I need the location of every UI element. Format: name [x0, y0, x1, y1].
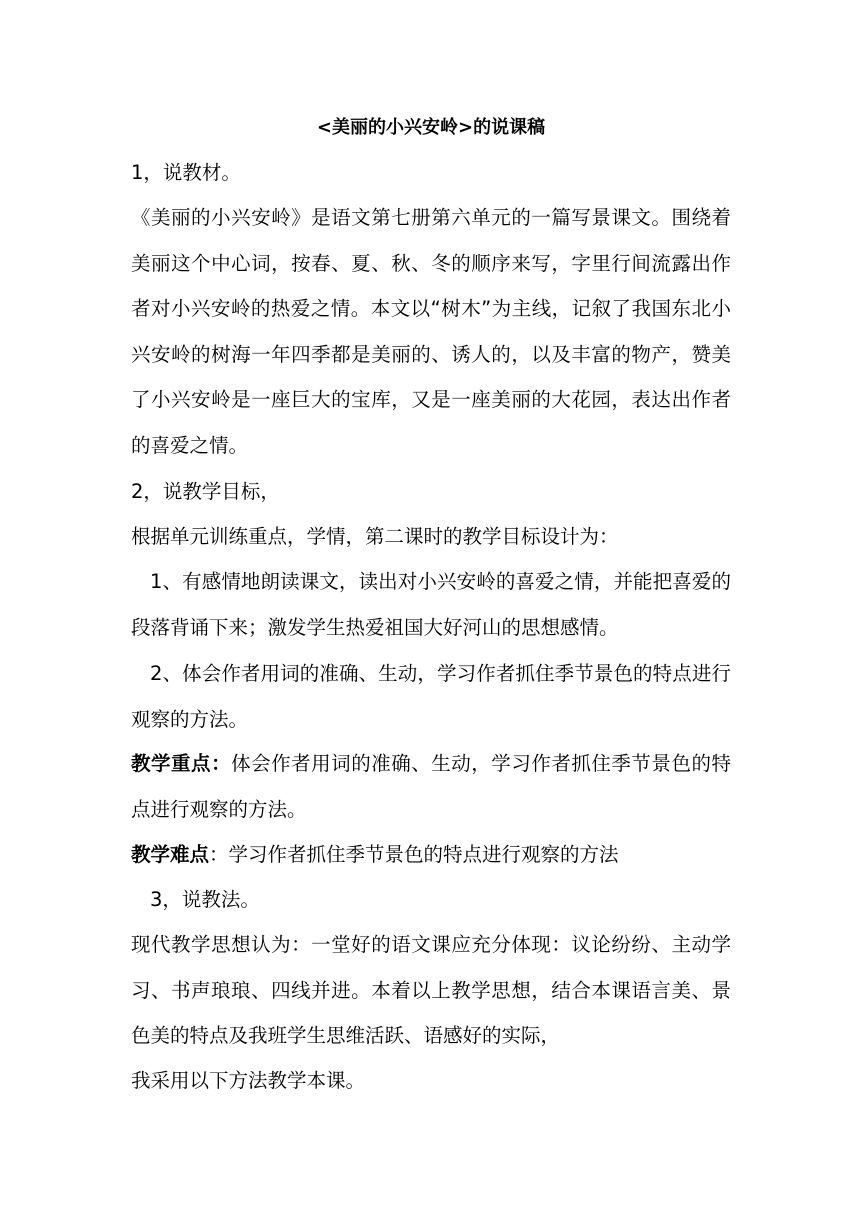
goal-1: 1、有感情地朗读课文，读出对小兴安岭的喜爱之情，并能把喜爱的段落背诵下来；激发学生热爱祖国大好河山的思想感情。 — [131, 570, 731, 639]
difficult-point-label: 教学难点 — [131, 843, 210, 866]
section3-tail: 我采用以下方法教学本课。 — [131, 1069, 366, 1092]
section1-heading: 1，说教材。 — [131, 161, 241, 184]
document-title: <美丽的小兴安岭>的说课稿 — [316, 117, 546, 138]
difficult-point — [131, 832, 731, 878]
section2-heading: 2，说教学目标， — [131, 480, 280, 503]
section1-body: 《美丽的小兴安岭》是语文第七册第六单元的一篇写景课文。围绕着美丽这个中心词，按春、夏、秋、冬的顺序来写，字里行间流露出作者对小兴安岭的热爱之情。本文以“树木”为主线，记叙了我国东北小兴安岭的树海一年四季都是美丽的、诱人的，以及丰富的物产，赞美了小兴安岭是一座巨大的宝库，又是一座美丽的大花园，表达出作者的喜爱之情。 — [131, 206, 731, 457]
goal-2: 2、体会作者用词的准确、生动，学习作者抓住季节景色的特点进行观察的方法。 — [131, 662, 731, 731]
key-point-label: 教学重点： — [131, 752, 232, 775]
section3-body: 现代教学思想认为：一堂好的语文课应充分体现：议论纷纷、主动学习、书声琅琅、四线并进。本着以上教学思想，结合本课语言美、景色美的特点及我班学生思维活跃、语感好的实际， — [131, 933, 731, 1047]
key-point-text: 体会作者用词的准确、生动，学习作者抓住季节景色的特点进行观察的方法。 — [131, 752, 731, 821]
key-point — [131, 741, 731, 832]
section3-heading: 3，说教法。 — [150, 888, 260, 911]
section2-intro: 根据单元训练重点，学情，第二课时的教学目标设计为： — [131, 525, 619, 548]
difficult-point-text: ：学习作者抓住季节景色的特点进行观察的方法 — [209, 843, 619, 866]
